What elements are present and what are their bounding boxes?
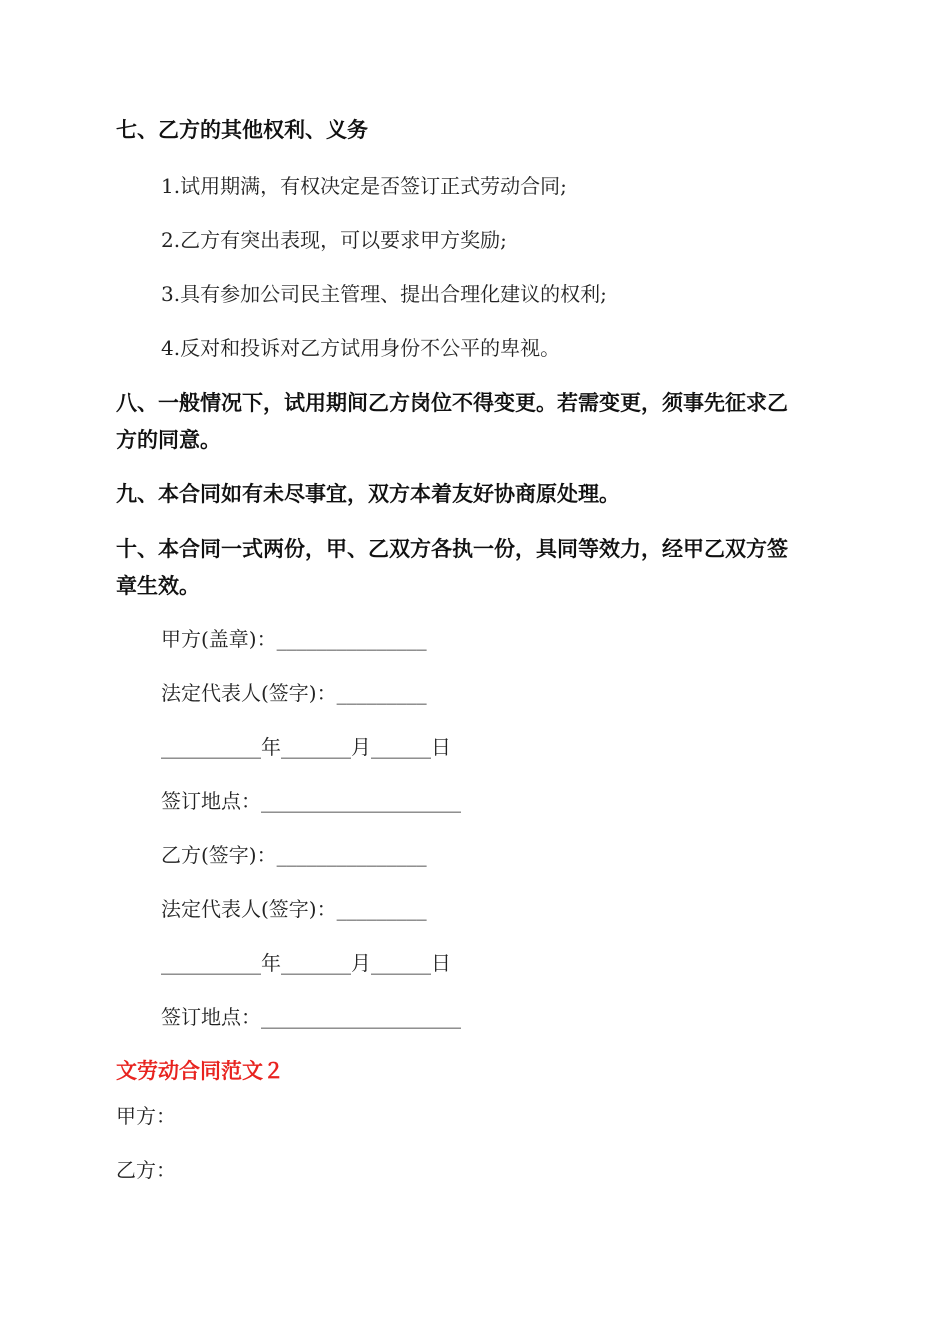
section-8-line-1: 八、一般情况下，试用期间乙方岗位不得变更。若需变更，须事先征求乙 [116,391,788,415]
section-10-line-1: 十、本合同一式两份，甲、乙双方各执一份，具同等效力，经甲乙双方签 [116,537,788,561]
section-7-item-2: 2.乙方有突出表现，可以要求甲方奖励; [161,228,507,252]
next-document-title: 文劳动合同范文２ [116,1059,284,1083]
next-document-party-b: 乙方： [116,1158,176,1182]
party-a-representative-line: 法定代表人(签字)：_________ [161,681,427,705]
next-document-party-a: 甲方： [116,1104,176,1128]
section-7-heading: 七、乙方的其他权利、义务 [116,118,368,142]
party-b-representative-line: 法定代表人(签字)：_________ [161,897,427,921]
section-8-line-2: 方的同意。 [116,428,221,452]
section-7-item-3: 3.具有参加公司民主管理、提出合理化建议的权利; [161,282,607,306]
party-a-date-line: __________年_______月______日 [161,735,451,759]
party-b-date-line: __________年_______月______日 [161,951,451,975]
section-7-item-1: 1.试用期满，有权决定是否签订正式劳动合同; [161,174,567,198]
section-10-line-2: 章生效。 [116,574,200,598]
party-a-seal-line: 甲方(盖章)：_______________ [161,627,427,651]
section-7-item-4: 4.反对和投诉对乙方试用身份不公平的卑视。 [161,336,561,360]
section-9-line-1: 九、本合同如有未尽事宜，双方本着友好协商原处理。 [116,482,620,506]
party-b-place-line: 签订地点：____________________ [161,1005,461,1029]
party-a-place-line: 签订地点：____________________ [161,789,461,813]
party-b-sign-line: 乙方(签字)：_______________ [161,843,427,867]
